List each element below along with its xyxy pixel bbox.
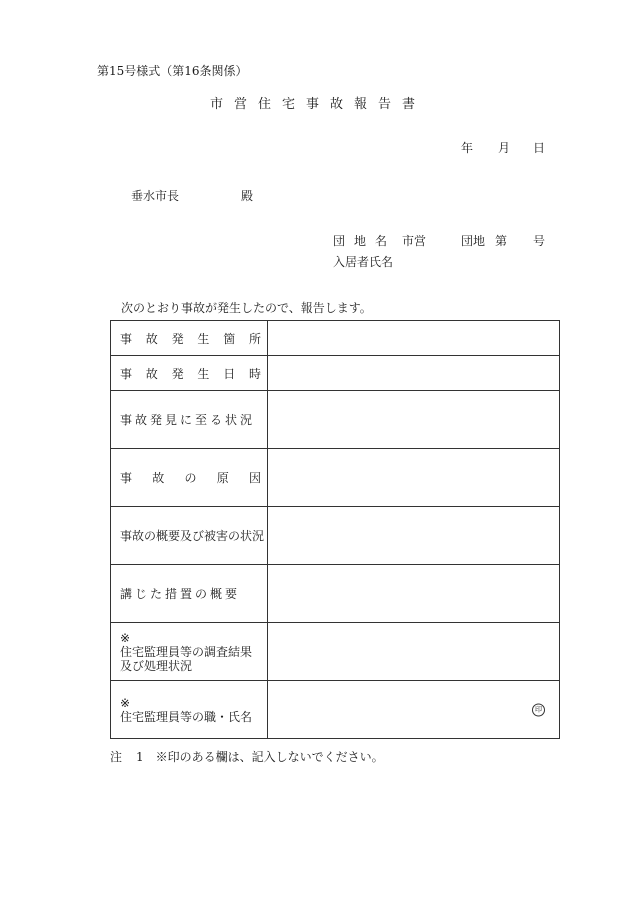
label-char: 故: [145, 331, 158, 346]
label-char: 箇: [223, 331, 236, 346]
accident-location-field[interactable]: [268, 321, 560, 356]
row-label-accident-cause: [111, 449, 268, 507]
label-char: 事: [120, 366, 133, 381]
estate-danchi-label: 団地: [461, 234, 486, 248]
label-char: 発: [171, 366, 184, 381]
label-line-1: 住宅監理員等の調査結果: [120, 644, 253, 659]
label-text: 講じた措置の概要: [120, 587, 241, 601]
note-text: ※印のある欄は、記入しないでください。: [155, 750, 384, 764]
row-label-accident-datetime: [111, 356, 268, 391]
report-table: [110, 320, 560, 739]
date-day-label: 日: [533, 141, 546, 155]
label-text: 事故発見に至る状況: [120, 413, 256, 427]
addressee-honorific: 殿: [241, 189, 254, 203]
document-title: 市営住宅事故報告書: [209, 97, 426, 112]
label-char: 時: [248, 366, 261, 381]
table-row: [111, 449, 560, 507]
row-label-overview-damage: [111, 507, 268, 565]
label-char: 日: [223, 366, 236, 381]
measures-taken-field[interactable]: [268, 565, 560, 623]
label-char: の: [184, 471, 197, 485]
accident-datetime-field[interactable]: [268, 356, 560, 391]
intro-text: 次のとおり事故が発生したので、報告します。: [121, 301, 372, 315]
note-number: 1: [136, 750, 144, 764]
table-row: [111, 321, 560, 356]
label-line-2: 及び処理状況: [120, 658, 193, 673]
table-row: [111, 507, 560, 565]
row-label-measures-taken: [111, 565, 268, 623]
label-char: 発: [171, 331, 184, 346]
label-char: 生: [197, 331, 210, 346]
seal-mark-icon: 印: [532, 703, 545, 716]
footnote: [110, 748, 384, 765]
discovery-circumstances-field[interactable]: [268, 391, 560, 449]
table-row: [111, 623, 560, 681]
reference-mark: ※: [120, 630, 131, 645]
label-text: 事故の概要及び被害の状況: [120, 529, 265, 543]
table-row: [111, 681, 560, 739]
label-char: 事: [120, 471, 133, 485]
table-row: [111, 391, 560, 449]
investigation-results-field[interactable]: [268, 623, 560, 681]
row-label-supervisor-name: [111, 681, 268, 739]
label-char: 因: [248, 471, 261, 485]
row-label-accident-location: [111, 321, 268, 356]
label-char: 故: [152, 471, 165, 485]
estate-go-label: 号: [533, 234, 546, 248]
estate-name-label: 団地名: [333, 234, 397, 248]
estate-dai-label: 第: [495, 234, 508, 248]
date-year-label: 年: [461, 141, 474, 155]
date-month-label: 月: [498, 141, 511, 155]
label-char: 生: [197, 366, 210, 381]
accident-cause-field[interactable]: [268, 449, 560, 507]
resident-name-label: 入居者氏名: [333, 255, 394, 269]
table-row: [111, 356, 560, 391]
label-char: 事: [120, 331, 133, 346]
label-char: 所: [248, 331, 261, 346]
reference-mark: ※: [120, 695, 131, 710]
supervisor-name-field[interactable]: [268, 681, 560, 739]
form-number: 第15号様式（第16条関係）: [97, 64, 248, 78]
estate-city-prefix: 市営: [402, 234, 427, 248]
addressee-name: 垂水市長: [131, 189, 180, 203]
label-line-1: 住宅監理員等の職・氏名: [120, 709, 253, 724]
note-prefix: 注: [110, 750, 123, 764]
label-char: 原: [216, 471, 229, 485]
row-label-discovery-circumstances: [111, 391, 268, 449]
label-char: 故: [145, 366, 158, 381]
overview-damage-field[interactable]: [268, 507, 560, 565]
table-row: [111, 565, 560, 623]
row-label-investigation-results: [111, 623, 268, 681]
